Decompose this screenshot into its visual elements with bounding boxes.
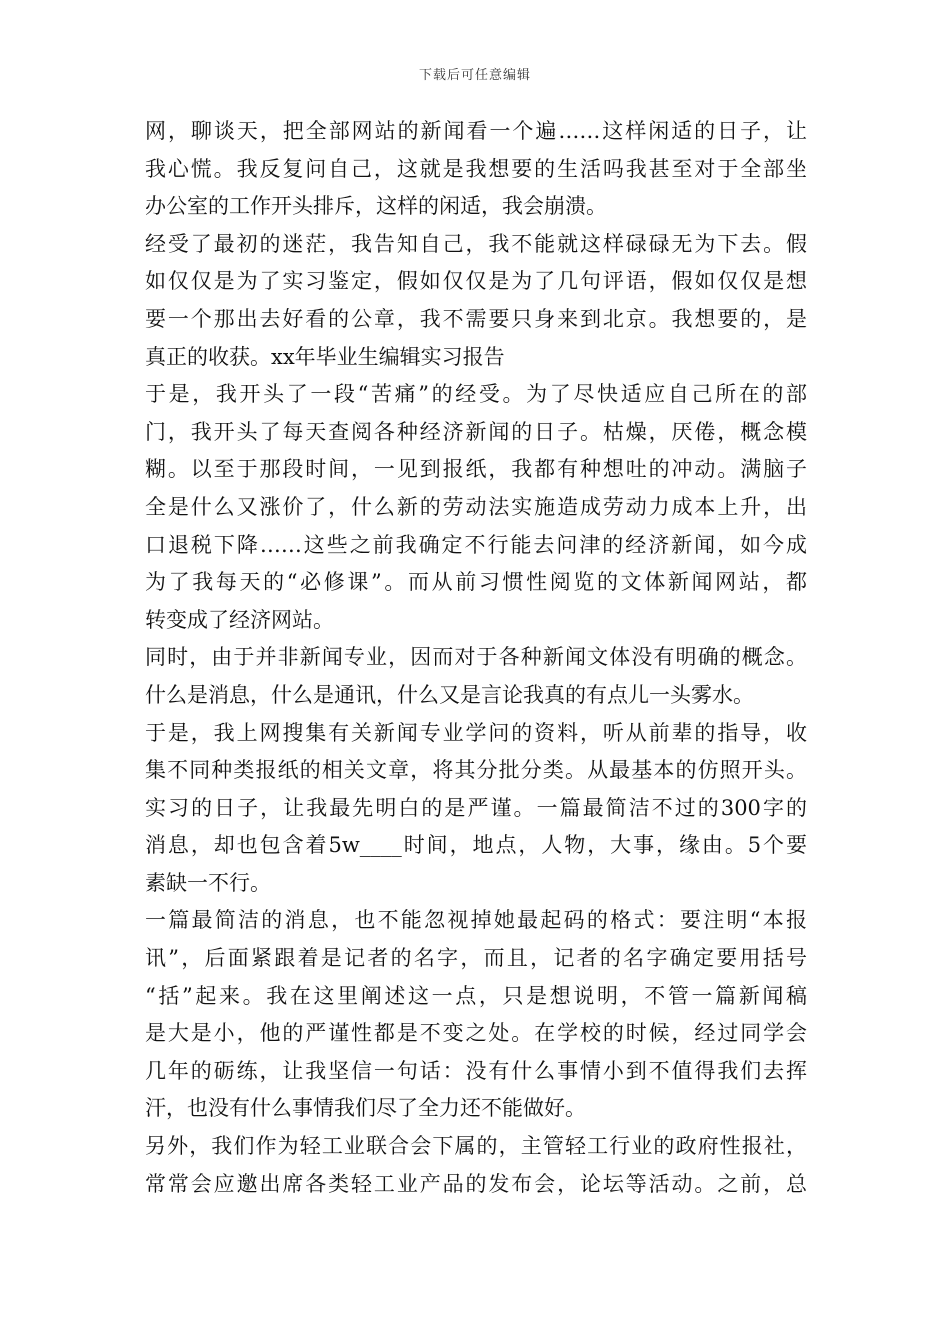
text-line: 讯”，后面紧跟着是记者的名字，而且，记者的名字确定要用括号 (145, 946, 807, 971)
text-line: 是大是小，他的严谨性都是不变之处。在学校的时候，经过同学会 (145, 1021, 807, 1046)
text-line: 糊。以至于那段时间，一见到报纸，我都有种想吐的冲动。满脑子 (145, 457, 807, 482)
text-line: 同时，由于并非新闻专业，因而对于各种新闻文体没有明确的概念。 (145, 645, 807, 670)
text-line: 一篇最简洁的消息，也不能忽视掉她最起码的格式：要注明“本报 (145, 908, 807, 933)
text-line: 要一个那出去好看的公章，我不需要只身来到北京。我想要的，是 (145, 306, 807, 331)
text-line: 什么是消息，什么是通讯，什么又是言论我真的有点儿一头雾水。 (145, 682, 754, 707)
text-line: 素缺一不行。 (145, 870, 271, 895)
text-line: 全是什么又涨价了，什么新的劳动法实施造成劳动力成本上升，出 (145, 494, 807, 519)
text-line: 于是，我上网搜集有关新闻专业学问的资料，听从前辈的指导，收 (145, 720, 807, 745)
text-line: 门，我开头了每天查阅各种经济新闻的日子。枯燥，厌倦，概念模 (145, 419, 807, 444)
page-header: 下载后可任意编辑 (418, 68, 531, 83)
text-line: 为了我每天的“必修课”。而从前习惯性阅览的文体新闻网站，都 (145, 570, 807, 595)
text-line: 常常会应邀出席各类轻工业产品的发布会，论坛等活动。之前，总 (145, 1171, 807, 1196)
text-line: 办公室的工作开头排斥，这样的闲适，我会崩溃。 (145, 194, 607, 219)
text-line: 经受了最初的迷茫，我告知自己，我不能就这样碌碌无为下去。假 (145, 231, 807, 256)
text-line: 转变成了经济网站。 (145, 607, 334, 632)
text-line: 实习的日子，让我最先明白的是严谨。一篇最简洁不过的300字的 (145, 795, 807, 820)
document-body (145, 113, 807, 1203)
text-line: 网，聊谈天，把全部网站的新闻看一个遍……这样闲适的日子，让 (145, 119, 807, 143)
text-line: 如仅仅是为了实习鉴定，假如仅仅是为了几句评语，假如仅仅是想 (145, 269, 807, 294)
text-line: 另外，我们作为轻工业联合会下属的，主管轻工行业的政府性报社， (145, 1134, 807, 1159)
text-line: 汗，也没有什么事情我们尽了全力还不能做好。 (145, 1096, 586, 1121)
text-line: 于是，我开头了一段“苦痛”的经受。为了尽快适应自己所在的部 (145, 382, 807, 407)
text-line: 消息，却也包含着5w____时间，地点，人物，大事，缘由。5个要 (145, 833, 807, 858)
text-line: 几年的砺练，让我坚信一句话：没有什么事情小到不值得我们去挥 (145, 1058, 807, 1083)
text-line: “括”起来。我在这里阐述这一点，只是想说明，不管一篇新闻稿 (145, 983, 807, 1008)
text-line: 真正的收获。xx年毕业生编辑实习报告 (145, 344, 505, 369)
text-line: 我心慌。我反复问自己，这就是我想要的生活吗我甚至对于全部坐 (145, 156, 807, 181)
text-line: 集不同种类报纸的相关文章，将其分批分类。从最基本的仿照开头。 (145, 758, 807, 783)
text-line: 口退税下降……这些之前我确定不行能去问津的经济新闻，如今成 (145, 532, 807, 557)
